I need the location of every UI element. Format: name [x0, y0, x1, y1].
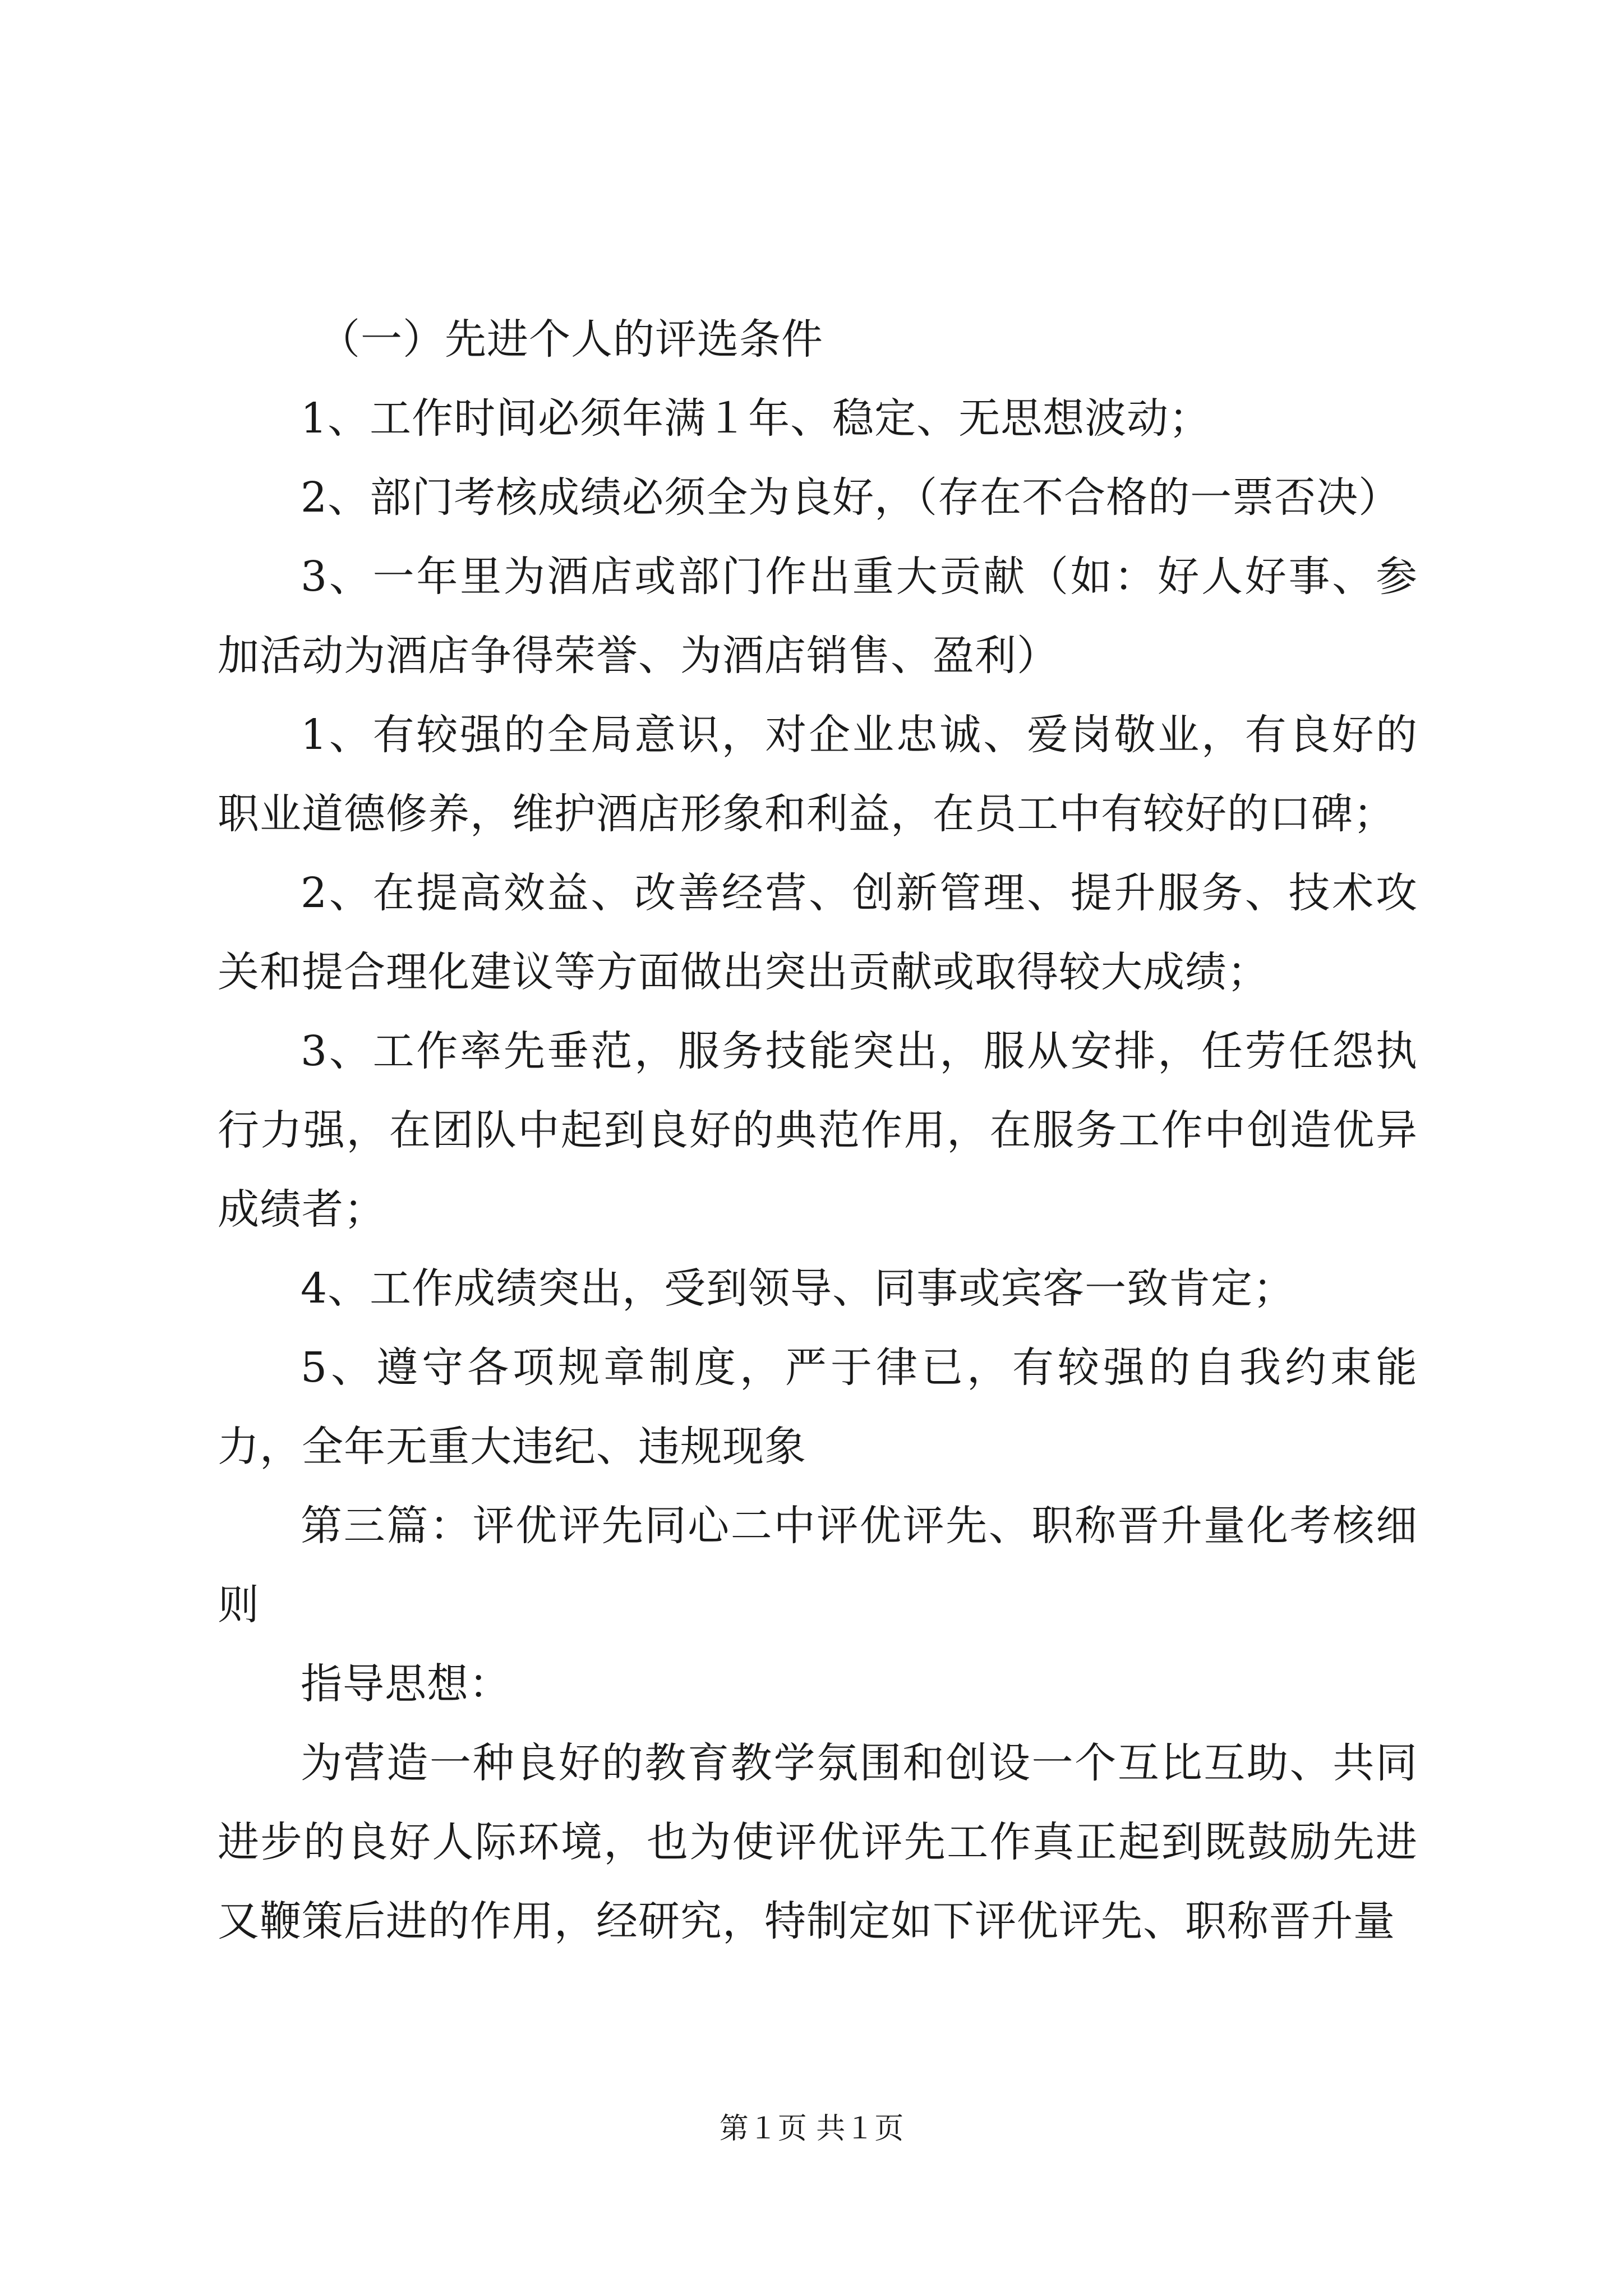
- chapter-title: 第三篇：评优评先同心二中评优评先、职称晋升量化考核细则: [218, 1502, 1418, 1629]
- paragraph: 为营造一种良好的教育教学氛围和创设一个互比互助、共同进步的良好人际环境，也为使评优评先工作真正起到既鼓励先进又鞭策后进的作用，经研究，特制定如下评优评先、职称晋升量: [218, 1739, 1418, 1945]
- page-footer: 第１页 共１页: [719, 2112, 904, 2146]
- section-heading: （一）先进个人的评选条件: [319, 315, 823, 364]
- paragraph: 3、工作率先垂范，服务技能突出，服从安排，任劳任怨执行力强，在团队中起到良好的典范作用，在服务工作中创造优异成绩者；: [218, 1027, 1418, 1234]
- paragraph: 1、工作时间必须年满１年、稳定、无思想波动；: [301, 394, 1211, 443]
- document-body: [218, 300, 1418, 1961]
- paragraph: 2、在提高效益、改善经营、创新管理、提升服务、技术攻关和提合理化建议等方面做出突出贡献或取得较大成绩；: [218, 869, 1418, 996]
- paragraph: 5、遵守各项规章制度，严于律已，有较强的自我约束能力，全年无重大违纪、违规现象: [218, 1343, 1418, 1471]
- paragraph: 1、有较强的全局意识，对企业忠诚、爱岗敬业，有良好的职业道德修养，维护酒店形象和利益，在员工中有较好的口碑；: [218, 711, 1418, 838]
- subheading: 指导思想：: [301, 1660, 511, 1708]
- paragraph: 2、部门考核成绩必须全为良好，（存在不合格的一票否决）: [301, 473, 1401, 522]
- paragraph: 4、工作成绩突出，受到领导、同事或宾客一致肯定；: [301, 1264, 1295, 1313]
- paragraph: 3、一年里为酒店或部门作出重大贡献（如：好人好事、参加活动为酒店争得荣誉、为酒店销售、盈利）: [218, 553, 1418, 680]
